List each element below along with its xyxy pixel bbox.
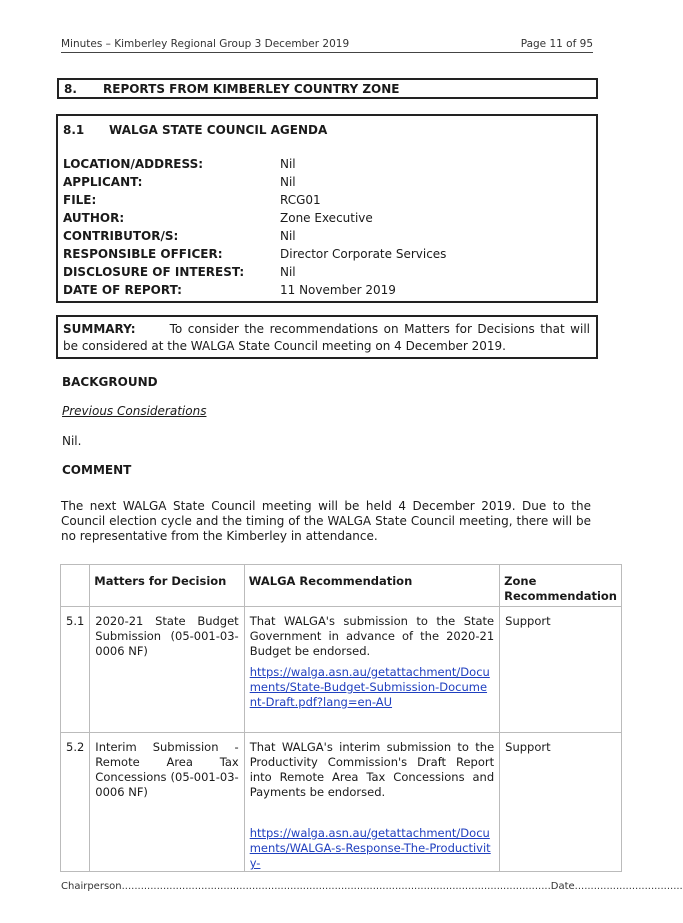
item-title: WALGA STATE COUNCIL AGENDA	[109, 123, 328, 137]
info-label: DISCLOSURE OF INTEREST:	[63, 265, 245, 279]
background-heading: BACKGROUND	[62, 375, 158, 389]
summary-label: SUMMARY:	[63, 322, 136, 336]
attachment-link[interactable]: https://walga.asn.au/getattachment/Documents/State-Budget-Submission-Document-Draft.pdf?lang=en-AU	[249, 665, 490, 709]
comment-text: The next WALGA State Council meeting will be held 4 December 2019. Due to the Council election cycle and the timing of the WALGA State Council meeting, there will be no representative from the Kimberley in attendance.	[61, 499, 591, 543]
info-row-location	[63, 157, 583, 175]
info-label: APPLICANT:	[63, 175, 143, 189]
info-label: RESPONSIBLE OFFICER:	[63, 247, 223, 261]
info-value: Nil	[280, 157, 296, 171]
info-row-author	[63, 211, 583, 229]
info-label: LOCATION/ADDRESS:	[63, 157, 204, 171]
summary-text: To consider the recommendations on Matters for Decisions that will be considered at the WALGA State Council meeting on 4 December 2019.	[63, 322, 590, 353]
header-cell-walga-recommendation: WALGA Recommendation	[244, 565, 499, 607]
matter-number: 5.1	[61, 607, 90, 733]
section-8-1-box	[56, 114, 598, 303]
page-number: Page 11 of 95	[520, 38, 593, 50]
previous-considerations-heading: Previous Considerations	[62, 404, 207, 418]
background-text: Nil.	[62, 434, 82, 448]
info-row-disclosure	[63, 265, 583, 283]
info-value: Nil	[280, 265, 296, 279]
info-value: Zone Executive	[280, 211, 373, 225]
table-row	[61, 733, 622, 872]
header-cell-matter: Matters for Decision	[90, 565, 244, 607]
info-value: Nil	[280, 229, 296, 243]
date-line: Date..................................	[550, 881, 683, 892]
item-number: 8.1	[63, 123, 85, 137]
matters-table	[60, 564, 622, 872]
matter-number: 5.2	[61, 733, 90, 872]
section-title: REPORTS FROM KIMBERLEY COUNTRY ZONE	[103, 82, 400, 96]
page-footer	[61, 881, 683, 892]
matter-title: Interim Submission - Remote Area Tax Concessions (05-001-03-0006 NF)	[90, 733, 244, 872]
info-value: Director Corporate Services	[280, 247, 447, 261]
attachment-link[interactable]: https://walga.asn.au/getattachment/Documents/WALGA-s-Response-The-Productivity-	[249, 826, 491, 870]
header-cell-zone-recommendation: Zone Recommendation	[500, 565, 622, 607]
summary-box	[56, 315, 598, 359]
header-cell-number	[61, 565, 90, 607]
walga-recommendation-cell	[244, 733, 499, 872]
table-header-row	[61, 565, 622, 607]
page-header	[61, 37, 593, 53]
recommendation-text: That WALGA's submission to the State Government in advance of the 2020-21 Budget be endorsed.	[249, 614, 495, 658]
info-row-applicant	[63, 175, 583, 193]
info-row-responsible-officer	[63, 247, 583, 265]
info-label: CONTRIBUTOR/S:	[63, 229, 179, 243]
info-row-file	[63, 193, 583, 211]
info-label: AUTHOR:	[63, 211, 125, 225]
table-row	[61, 607, 622, 733]
zone-recommendation: Support	[500, 607, 622, 733]
info-value: Nil	[280, 175, 296, 189]
matter-title: 2020-21 State Budget Submission (05-001-03-0006 NF)	[90, 607, 244, 733]
zone-recommendation: Support	[500, 733, 622, 872]
info-value: 11 November 2019	[280, 283, 396, 297]
info-row-date	[63, 283, 583, 301]
info-label: FILE:	[63, 193, 97, 207]
document-title: Minutes – Kimberley Regional Group 3 December 2019	[61, 38, 350, 50]
info-value: RCG01	[280, 193, 321, 207]
recommendation-text: That WALGA's interim submission to the Productivity Commission's Draft Report into Remote Area Tax Concessions and Payments be endorsed.	[249, 740, 495, 799]
info-label: DATE OF REPORT:	[63, 283, 182, 297]
section-8-box	[57, 78, 598, 99]
chairperson-signature-line: Chairperson.......................................................................................................................................	[61, 881, 551, 892]
section-number: 8.	[64, 82, 77, 96]
walga-recommendation-cell	[244, 607, 499, 733]
comment-heading: COMMENT	[62, 463, 132, 477]
info-row-contributors	[63, 229, 583, 247]
